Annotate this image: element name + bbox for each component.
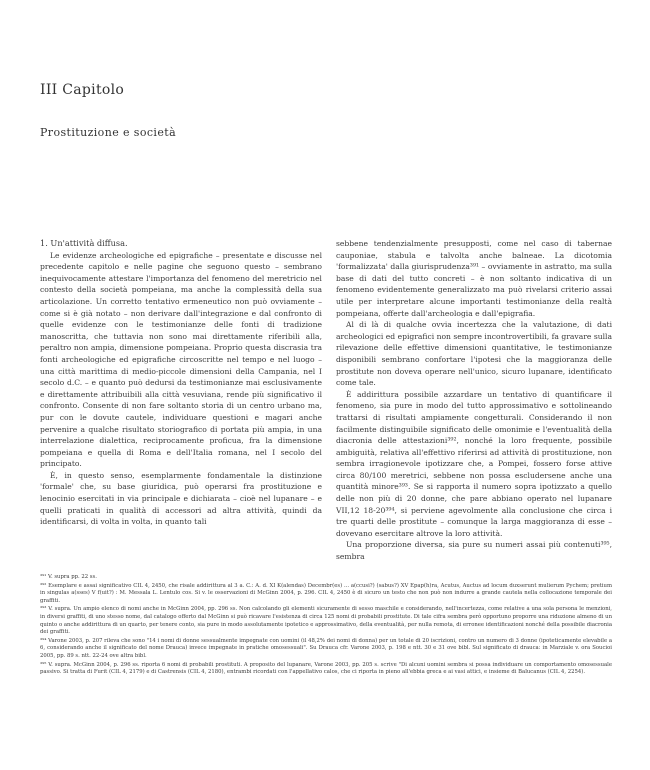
right-column	[336, 238, 612, 563]
right-paragraph-3: È addirittura possibile azzardare un tentativo di quantificare il fenomeno, sia pure in modo del tutto approssimativo e sottolineando trattarsi di risultati ampiamente congetturali. Considerando il non facilmente distinguibile significato delle omonimie e l'eventualità della diacronia delle attestazioni³⁹², nonché la loro frequente, possibile ambiguità, relativa all'effettivo riferirsi ad attività di prostituzione, non sembra irragionevole ipotizzare che, a Pompei, fossero forse attive circa 80/100 meretrici, sebbene non possa escludersene anche una quantità minore³⁹³. Se si rapporta il numero sopra ipotizzato a quello delle non più di 20 donne, che pare abbiano operato nel lupanare VII,12 18-20³⁹⁴, si perviene agevolmente alla conclusione che circa i tre quarti delle prostitute – comunque la larga maggioranza di esse – dovevano esercitare altrove la loro attività.	[336, 389, 612, 538]
footnotes	[40, 574, 612, 678]
right-paragraph-2: Al di là di qualche ovvia incertezza che la valutazione, di dati archeologici ed epigrafici non sempre incontrovertibili, fa gravare sulla rilevazione delle effettive dimensioni quantitative, le testimonianze disponibili sembrano confortare l'ipotesi che la maggioranza delle prostitute non doveva operare nell'unico, sicuro lupanare, identificato come tale.	[336, 320, 612, 388]
footnote-393: ³⁹³ V. supra. Un ampio elenco di nomi anche in McGinn 2004, pp. 296 ss. Non calcolando gli elementi sicuramente di sesso maschile e considerando, nell'incertezza, come relative a una sola persona le menzioni, in diversi graffiti, di uno stesso nome, dal catalogo offerto dal McGinn si può ricavare l'esistenza di circa 125 nomi di probabili prostitute. Di tale cifra sembra però opportuno proporre una riduzione almeno di un quinto o anche addirittura di un quarto, per tenere conto, sia pure in modo assolutamente ipotetico e approssimativo, della eventualità, per nulla remota, di erronee identificazioni nonché della possibile diacronia dei graffiti.	[40, 606, 612, 636]
footnote-392: ³⁹² Esemplare e assai significativo CIL 4, 2450, che risale addirittura al 3 a. C.: A. d. XI K(alendas) Decembr(es) ... a(ccusi?) (sabus?) XV Epap(h)ra, Acutus, Auctus ad locum duxserunt mulierum Pychem; pretium in singulas a(sses) V f(uit?) : M. Messala L. Lentulo cos. Si v. le osservazioni di McGinn 2004, p. 296. CIL 4, 2450 è di sicuro un testo che non può non indurre a grande cautela nella collocazione temporale dei graffiti.	[40, 582, 612, 604]
left-column	[40, 238, 322, 528]
section-heading: 1. Un'attività diffusa.	[40, 238, 128, 248]
footnote-391: ³⁹¹ V. supra pp. 22 ss.	[40, 574, 97, 580]
chapter-heading: III Capitolo	[40, 82, 125, 98]
left-paragraph-2: È, in questo senso, esemplarmente fondamentale la distinzione 'formale' che, su base giuridica, può operarsi fra prostituzione e lenocinio esercitati in via principale e dichiarata – cioè nel lupanare – e quelli praticati in qualità di accessori ad altra attività, quindi da identificarsi, di volta in volta, in quanto tali	[40, 470, 322, 527]
footnote-394: ³⁹⁴ Varone 2003, p. 207 rileva che sono "14 i nomi di donne sessualmente impegnate con uomini (il 48,2% dei nomi di donna) per un totale di 20 iscrizioni, contro un numero di 3 donne (ipoteticamente elevabile a 6, considerando anche il significato del nome Drauca) invece impegnate in pratiche omosessuali". Su Drauca cfr. Varone 2003, p. 198 e ntt. 30 e 31 ove bibl. Sul significato di drauca: in Marziale v. ora Soucioi 2005, pp. 89 s. ntt. 22-24 ove altra bibl.	[40, 637, 612, 659]
right-paragraph-1: sebbene tendenzialmente presupposti, come nel caso di tabernae cauponiae, stabula e talvolta anche balneae. La dicotomia 'formalizzata' dalla giurisprudenza³⁹¹ – ovviamente in astratto, ma sulla base di dati del tutto concreti – è non soltanto indicativa di un fenomeno evidentemente generalizzato ma può rivelarsi criterio assai utile per interpretare alcune importanti testimonianze della realtà pompeiana, offerte dall'archeologia e dall'epigrafia.	[336, 239, 612, 318]
right-paragraph-4: Una proporzione diversa, sia pure su numeri assai più contenuti³⁹⁵, sembra	[336, 540, 612, 562]
footnote-395: ³⁹⁵ V. supra. McGinn 2004, p. 296 ss. riporta 6 nomi di probabili prostituti. A proposito del lupanare, Varone 2003, pp. 205 s. scrive "Di alcuni uomini sembra si possa individuare un comportamento omosessuale passivo. Si tratta di Furit (CIL 4, 2179) e di Castrensis (CIL 4, 2180), entrambi ricordati con l'appellativo calos, che ci riporta in pieno all'ebbia greca e ai vasi attici, e insieme di Balucanus (CIL 4, 2254).	[40, 661, 612, 676]
left-paragraph-1: Le evidenze archeologiche ed epigrafiche – presentate e discusse nel precedente capitolo e nelle pagine che seguono questo – sembrano inequivocamente attestare l'importanza del fenomeno del meretricio nel contesto della società pompeiana, ma anche la complessità della sua articolazione. Un corretto tentativo ermeneutico non può ovviamente – come si è già notato – non derivare dall'integrazione e dal confronto di quelle evidenze con le testimonianze delle fonti di tradizione manoscritta, che tuttavia non sono mai direttamente riferibili alla, peraltro non ampia, dimensione pompeiana. Proprio questa discrasia tra fonti archeologiche ed epigrafiche circoscritte nel tempo e nel luogo – una città marittima di medio-piccole dimensioni della Campania, nel I secolo d.C. – e quanto può dedursi da testimonianze mai esclusivamente e direttamente attribuibili alla città vesuviana, rende più significativo il confronto. Consente di non fare soltanto storia di un centro urbano ma, pur con le dovute cautele, individuare questioni e magari anche pervenire a qualche risultato storiografico di portata più ampia, in una interrelazione dialettica, reciprocamente proficua, fra la dimensione pompeiana e quella di Roma e dell'Italia romana, nel I secolo del principato.	[40, 250, 322, 469]
chapter-subtitle: Prostituzione e società	[40, 126, 177, 139]
